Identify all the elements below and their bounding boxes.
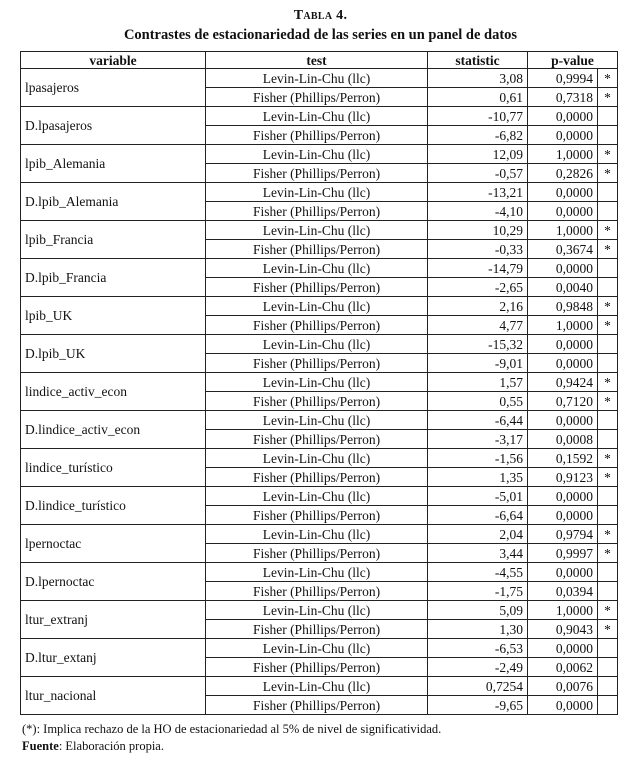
statistic-cell: 0,7254	[428, 677, 528, 696]
significance-mark: *	[598, 240, 618, 259]
test-cell: Fisher (Phillips/Perron)	[206, 468, 428, 487]
significance-mark	[598, 183, 618, 202]
test-cell: Levin-Lin-Chu (llc)	[206, 411, 428, 430]
test-cell: Fisher (Phillips/Perron)	[206, 620, 428, 639]
pvalue-cell: 1,0000	[528, 221, 598, 240]
table-body	[21, 69, 618, 715]
statistic-cell: 2,16	[428, 297, 528, 316]
pvalue-cell: 0,3674	[528, 240, 598, 259]
table-row	[21, 487, 618, 506]
variable-cell: lpib_UK	[21, 297, 206, 335]
significance-mark	[598, 107, 618, 126]
statistic-cell: 4,77	[428, 316, 528, 335]
statistic-cell: -1,75	[428, 582, 528, 601]
header-variable: variable	[21, 52, 206, 69]
variable-cell: lpib_Alemania	[21, 145, 206, 183]
test-cell: Fisher (Phillips/Perron)	[206, 126, 428, 145]
significance-mark: *	[598, 373, 618, 392]
significance-mark	[598, 411, 618, 430]
pvalue-cell: 1,0000	[528, 316, 598, 335]
table-row	[21, 259, 618, 278]
statistic-cell: 10,29	[428, 221, 528, 240]
variable-cell: D.lpib_Alemania	[21, 183, 206, 221]
test-cell: Fisher (Phillips/Perron)	[206, 392, 428, 411]
footnote-note: (*): Implica rechazo de la HO de estacionariedad al 5% de nivel de significatividad.	[22, 722, 442, 736]
pvalue-cell: 0,0000	[528, 202, 598, 221]
test-cell: Levin-Lin-Chu (llc)	[206, 373, 428, 392]
table-row	[21, 145, 618, 164]
significance-mark: *	[598, 544, 618, 563]
pvalue-cell: 0,1592	[528, 449, 598, 468]
variable-cell: D.lpib_Francia	[21, 259, 206, 297]
variable-cell: D.lindice_turístico	[21, 487, 206, 525]
statistic-cell: -6,53	[428, 639, 528, 658]
pvalue-cell: 0,0000	[528, 126, 598, 145]
pvalue-cell: 0,0040	[528, 278, 598, 297]
significance-mark: *	[598, 316, 618, 335]
significance-mark	[598, 354, 618, 373]
test-cell: Levin-Lin-Chu (llc)	[206, 221, 428, 240]
test-cell: Fisher (Phillips/Perron)	[206, 696, 428, 715]
statistic-cell: 3,44	[428, 544, 528, 563]
pvalue-cell: 0,0000	[528, 487, 598, 506]
table-row	[21, 563, 618, 582]
table-row	[21, 373, 618, 392]
significance-mark	[598, 487, 618, 506]
pvalue-cell: 0,9043	[528, 620, 598, 639]
test-cell: Levin-Lin-Chu (llc)	[206, 297, 428, 316]
test-cell: Levin-Lin-Chu (llc)	[206, 69, 428, 88]
variable-cell: lindice_turístico	[21, 449, 206, 487]
pvalue-cell: 1,0000	[528, 145, 598, 164]
significance-mark: *	[598, 449, 618, 468]
test-cell: Fisher (Phillips/Perron)	[206, 164, 428, 183]
significance-mark	[598, 506, 618, 525]
significance-mark: *	[598, 297, 618, 316]
statistic-cell: -5,01	[428, 487, 528, 506]
variable-cell: lpib_Francia	[21, 221, 206, 259]
variable-cell: D.lpasajeros	[21, 107, 206, 145]
statistic-cell: -2,49	[428, 658, 528, 677]
statistic-cell: -6,82	[428, 126, 528, 145]
significance-mark: *	[598, 69, 618, 88]
table-row	[21, 677, 618, 696]
pvalue-cell: 0,9794	[528, 525, 598, 544]
significance-mark: *	[598, 620, 618, 639]
significance-mark	[598, 563, 618, 582]
test-cell: Fisher (Phillips/Perron)	[206, 354, 428, 373]
statistic-cell: -1,56	[428, 449, 528, 468]
statistic-cell: -0,33	[428, 240, 528, 259]
header-statistic: statistic	[428, 52, 528, 69]
variable-cell: D.ltur_extanj	[21, 639, 206, 677]
pvalue-cell: 0,0394	[528, 582, 598, 601]
significance-mark	[598, 582, 618, 601]
significance-mark	[598, 430, 618, 449]
test-cell: Fisher (Phillips/Perron)	[206, 582, 428, 601]
significance-mark	[598, 259, 618, 278]
pvalue-cell: 0,0000	[528, 354, 598, 373]
pvalue-cell: 0,7120	[528, 392, 598, 411]
variable-cell: D.lindice_activ_econ	[21, 411, 206, 449]
variable-cell: ltur_nacional	[21, 677, 206, 715]
pvalue-cell: 0,0000	[528, 259, 598, 278]
significance-mark	[598, 658, 618, 677]
pvalue-cell: 0,9123	[528, 468, 598, 487]
significance-mark: *	[598, 145, 618, 164]
statistic-cell: -2,65	[428, 278, 528, 297]
test-cell: Levin-Lin-Chu (llc)	[206, 601, 428, 620]
statistic-cell: -10,77	[428, 107, 528, 126]
table-row	[21, 221, 618, 240]
table-row	[21, 297, 618, 316]
table-row	[21, 601, 618, 620]
statistic-cell: 2,04	[428, 525, 528, 544]
significance-mark	[598, 335, 618, 354]
significance-mark	[598, 278, 618, 297]
pvalue-cell: 0,0076	[528, 677, 598, 696]
table-row	[21, 525, 618, 544]
test-cell: Fisher (Phillips/Perron)	[206, 240, 428, 259]
pvalue-cell: 0,0000	[528, 411, 598, 430]
table-row	[21, 69, 618, 88]
significance-mark	[598, 202, 618, 221]
table-row	[21, 639, 618, 658]
variable-cell: lpasajeros	[21, 69, 206, 107]
test-cell: Fisher (Phillips/Perron)	[206, 202, 428, 221]
statistic-cell: 1,35	[428, 468, 528, 487]
test-cell: Fisher (Phillips/Perron)	[206, 506, 428, 525]
test-cell: Fisher (Phillips/Perron)	[206, 544, 428, 563]
pvalue-cell: 0,9994	[528, 69, 598, 88]
test-cell: Fisher (Phillips/Perron)	[206, 278, 428, 297]
test-cell: Fisher (Phillips/Perron)	[206, 658, 428, 677]
statistic-cell: -15,32	[428, 335, 528, 354]
stationarity-table	[20, 51, 618, 715]
significance-mark	[598, 639, 618, 658]
statistic-cell: -4,10	[428, 202, 528, 221]
significance-mark: *	[598, 601, 618, 620]
significance-mark: *	[598, 164, 618, 183]
statistic-cell: -0,57	[428, 164, 528, 183]
test-cell: Levin-Lin-Chu (llc)	[206, 487, 428, 506]
statistic-cell: -6,64	[428, 506, 528, 525]
table-label: Tabla 4.	[293, 8, 348, 23]
test-cell: Levin-Lin-Chu (llc)	[206, 449, 428, 468]
test-cell: Fisher (Phillips/Perron)	[206, 430, 428, 449]
pvalue-cell: 0,2826	[528, 164, 598, 183]
statistic-cell: -4,55	[428, 563, 528, 582]
test-cell: Levin-Lin-Chu (llc)	[206, 677, 428, 696]
table-row	[21, 183, 618, 202]
pvalue-cell: 0,7318	[528, 88, 598, 107]
statistic-cell: 3,08	[428, 69, 528, 88]
pvalue-cell: 0,9997	[528, 544, 598, 563]
statistic-cell: 1,57	[428, 373, 528, 392]
statistic-cell: -14,79	[428, 259, 528, 278]
footnote-source	[22, 739, 164, 754]
test-cell: Levin-Lin-Chu (llc)	[206, 525, 428, 544]
test-cell: Levin-Lin-Chu (llc)	[206, 183, 428, 202]
test-cell: Fisher (Phillips/Perron)	[206, 316, 428, 335]
variable-cell: D.lpernoctac	[21, 563, 206, 601]
statistic-cell: -6,44	[428, 411, 528, 430]
statistic-cell: -9,65	[428, 696, 528, 715]
significance-mark: *	[598, 525, 618, 544]
test-cell: Levin-Lin-Chu (llc)	[206, 639, 428, 658]
test-cell: Levin-Lin-Chu (llc)	[206, 145, 428, 164]
pvalue-cell: 0,0000	[528, 183, 598, 202]
pvalue-cell: 0,0000	[528, 639, 598, 658]
significance-mark: *	[598, 468, 618, 487]
significance-mark	[598, 677, 618, 696]
statistic-cell: -9,01	[428, 354, 528, 373]
pvalue-cell: 0,9848	[528, 297, 598, 316]
test-cell: Levin-Lin-Chu (llc)	[206, 107, 428, 126]
header-test: test	[206, 52, 428, 69]
statistic-cell: 5,09	[428, 601, 528, 620]
test-cell: Fisher (Phillips/Perron)	[206, 88, 428, 107]
pvalue-cell: 0,0000	[528, 506, 598, 525]
source-label: Fuente	[22, 739, 59, 753]
table-header	[21, 52, 618, 69]
pvalue-cell: 0,0000	[528, 335, 598, 354]
pvalue-cell: 0,0008	[528, 430, 598, 449]
pvalue-cell: 1,0000	[528, 601, 598, 620]
significance-mark	[598, 126, 618, 145]
significance-mark: *	[598, 392, 618, 411]
table-row	[21, 335, 618, 354]
statistic-cell: 12,09	[428, 145, 528, 164]
variable-cell: lindice_activ_econ	[21, 373, 206, 411]
test-cell: Levin-Lin-Chu (llc)	[206, 563, 428, 582]
pvalue-cell: 0,0000	[528, 696, 598, 715]
variable-cell: ltur_extranj	[21, 601, 206, 639]
table-row	[21, 107, 618, 126]
variable-cell: lpernoctac	[21, 525, 206, 563]
pvalue-cell: 0,0062	[528, 658, 598, 677]
test-cell: Levin-Lin-Chu (llc)	[206, 335, 428, 354]
header-pvalue: p-value	[528, 52, 618, 69]
statistic-cell: -13,21	[428, 183, 528, 202]
table-row	[21, 449, 618, 468]
source-text: : Elaboración propia.	[58, 739, 164, 753]
table-row	[21, 411, 618, 430]
pvalue-cell: 0,0000	[528, 563, 598, 582]
statistic-cell: 1,30	[428, 620, 528, 639]
pvalue-cell: 0,9424	[528, 373, 598, 392]
statistic-cell: -3,17	[428, 430, 528, 449]
significance-mark	[598, 696, 618, 715]
pvalue-cell: 0,0000	[528, 107, 598, 126]
statistic-cell: 0,55	[428, 392, 528, 411]
test-cell: Levin-Lin-Chu (llc)	[206, 259, 428, 278]
significance-mark: *	[598, 88, 618, 107]
significance-mark: *	[598, 221, 618, 240]
table-title: Contrastes de estacionariedad de las series en un panel de datos	[123, 27, 518, 43]
variable-cell: D.lpib_UK	[21, 335, 206, 373]
header-row	[21, 52, 618, 69]
statistic-cell: 0,61	[428, 88, 528, 107]
